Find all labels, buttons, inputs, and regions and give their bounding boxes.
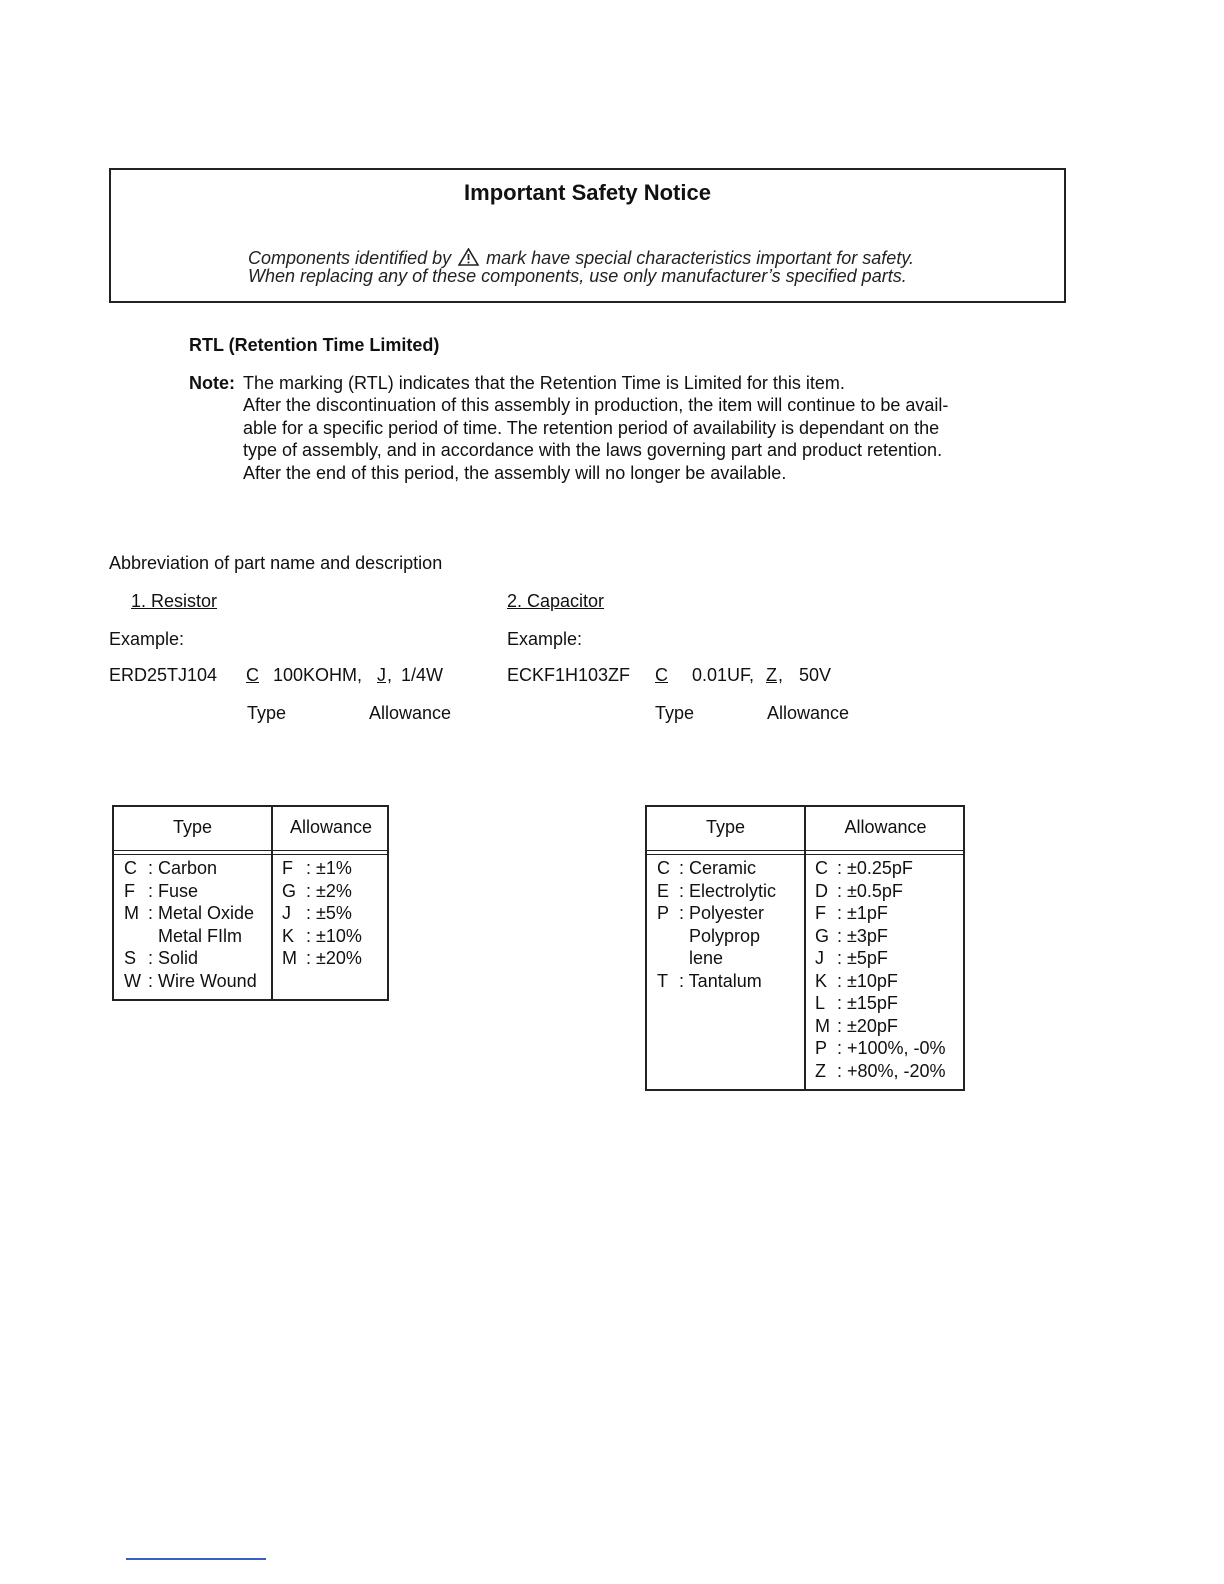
allowance-desc: : ±0.5pF	[837, 880, 903, 901]
allowance-desc: : ±3pF	[837, 925, 888, 946]
capacitor-example-label: Example:	[507, 629, 583, 649]
list-item	[815, 925, 946, 948]
notice-title: Important Safety Notice	[464, 180, 711, 205]
notice-line-2: When replacing any of these components, use only manufacturer’s specified parts.	[248, 266, 907, 286]
table-header-divider	[647, 854, 963, 855]
allowance-desc: : ±5%	[306, 903, 352, 923]
list-item	[282, 880, 362, 903]
list-item	[282, 947, 362, 970]
allowance-desc: : ±1%	[306, 858, 352, 878]
allowance-desc: : ±1pF	[837, 903, 888, 923]
capacitor-table-header-allowance: Allowance	[844, 817, 927, 837]
type-code: S	[124, 948, 137, 968]
capacitor-allowance-list	[815, 857, 946, 1082]
resistor-allowance-code: J	[377, 665, 386, 685]
allowance-desc: : +100%, -0%	[837, 1038, 946, 1058]
capacitor-type-code: C	[655, 665, 668, 685]
allowance-code: K	[282, 925, 295, 946]
allowance-code: L	[815, 993, 826, 1013]
allowance-code: K	[815, 970, 828, 991]
notice-line-1-pre: Components identified by	[248, 248, 452, 268]
list-item	[124, 902, 257, 925]
list-item	[657, 880, 776, 903]
capacitor-separator: ,	[778, 665, 784, 685]
resistor-value: 100KOHM,	[273, 665, 363, 685]
safety-notice-box	[109, 168, 1066, 303]
list-item	[657, 970, 776, 993]
list-item	[657, 902, 776, 925]
allowance-code: M	[282, 948, 297, 968]
allowance-code: F	[282, 858, 293, 878]
allowance-desc: : ±0.25pF	[837, 858, 913, 878]
capacitor-table-header-type: Type	[705, 817, 746, 837]
allowance-code: D	[815, 880, 828, 901]
resistor-table-header-allowance: Allowance	[289, 817, 373, 837]
type-desc: : Metal Oxide	[148, 903, 255, 923]
allowance-desc: : ±2%	[306, 880, 352, 901]
resistor-code-table	[112, 805, 389, 1001]
table-header-divider	[114, 850, 387, 851]
list-item	[657, 925, 776, 948]
type-desc: : Electrolytic	[679, 880, 777, 901]
note-line: able for a specific period of time. The retention period of availability is dependant on the	[243, 418, 940, 438]
note-line: After the end of this period, the assembly will no longer be available.	[243, 463, 787, 483]
allowance-code: M	[815, 1015, 830, 1036]
capacitor-type-list	[657, 857, 776, 992]
allowance-code: G	[282, 880, 297, 901]
table-header-divider	[114, 854, 387, 855]
list-item	[124, 880, 257, 903]
capacitor-allowance-label: Allowance	[767, 703, 850, 723]
note-label: Note:	[189, 373, 235, 393]
list-item	[124, 925, 257, 948]
type-desc: : Fuse	[148, 880, 199, 901]
capacitor-rating: 50V	[799, 665, 832, 685]
allowance-desc: : ±5pF	[837, 948, 888, 968]
type-desc: Polyprop	[689, 925, 761, 946]
resistor-allowance-label: Allowance	[369, 703, 452, 723]
list-item	[657, 857, 776, 880]
capacitor-part-number: ECKF1H103ZF	[507, 665, 631, 685]
type-desc: : Wire Wound	[148, 970, 257, 991]
type-code: M	[124, 903, 139, 923]
list-item	[124, 947, 257, 970]
list-item	[815, 1015, 946, 1038]
resistor-type-label: Type	[247, 703, 287, 723]
type-desc: lene	[689, 948, 724, 968]
note-line: type of assembly, and in accordance with the laws governing part and product retention.	[243, 440, 943, 460]
allowance-desc: : +80%, -20%	[837, 1060, 946, 1081]
list-item	[282, 902, 362, 925]
capacitor-code-table	[645, 805, 965, 1091]
list-item	[815, 1037, 946, 1060]
type-code: W	[124, 970, 141, 991]
resistor-type-code: C	[246, 665, 259, 685]
resistor-separator: ,	[387, 665, 393, 685]
type-code: E	[657, 880, 670, 901]
list-item	[124, 970, 257, 993]
resistor-allowance-list	[282, 857, 362, 970]
allowance-desc: : ±15pF	[837, 993, 898, 1013]
resistor-table-header-type: Type	[172, 817, 213, 837]
type-desc: : Solid	[148, 948, 199, 968]
list-item	[815, 970, 946, 993]
list-item	[815, 1060, 946, 1083]
list-item	[282, 857, 362, 880]
allowance-desc: : ±10%	[306, 925, 362, 946]
type-desc: Metal FIlm	[158, 925, 243, 946]
allowance-code: F	[815, 903, 826, 923]
allowance-desc: : ±10pF	[837, 970, 898, 991]
note-line: The marking (RTL) indicates that the Retention Time is Limited for this item.	[243, 373, 845, 393]
type-desc: : Carbon	[148, 858, 218, 878]
type-desc: : Polyester	[679, 903, 765, 923]
table-header-divider	[647, 850, 963, 851]
list-item	[815, 947, 946, 970]
allowance-code: J	[815, 948, 824, 968]
abbreviation-heading: Abbreviation of part name and description	[109, 553, 443, 573]
capacitor-allowance-code: Z	[766, 665, 777, 685]
list-item	[124, 857, 257, 880]
footer-link-underline[interactable]	[126, 1558, 266, 1560]
type-code: P	[657, 903, 670, 923]
allowance-desc: : ±20%	[306, 948, 362, 968]
list-item	[815, 992, 946, 1015]
capacitor-value: 0.01UF,	[692, 665, 755, 685]
allowance-code: G	[815, 925, 830, 946]
type-code: F	[124, 880, 135, 901]
warning-triangle-icon	[458, 248, 479, 266]
type-desc: : Ceramic	[679, 858, 757, 878]
allowance-code: J	[282, 903, 291, 923]
allowance-code: Z	[815, 1060, 826, 1081]
allowance-code: C	[815, 858, 828, 878]
capacitor-section-title: 2. Capacitor	[507, 591, 605, 611]
list-item	[815, 880, 946, 903]
notice-line-1-post: mark have special characteristics important for safety.	[486, 248, 914, 268]
list-item	[282, 925, 362, 948]
type-code: C	[657, 858, 670, 878]
note-line: After the discontinuation of this assembly in production, the item will continue to be avail-	[243, 395, 949, 415]
type-code: C	[124, 858, 137, 878]
resistor-example-label: Example:	[109, 629, 185, 649]
type-code: T	[657, 970, 668, 991]
list-item	[815, 857, 946, 880]
capacitor-type-label: Type	[655, 703, 695, 723]
list-item	[815, 902, 946, 925]
resistor-rating: 1/4W	[401, 665, 444, 685]
resistor-part-number: ERD25TJ104	[109, 665, 218, 685]
rtl-heading: RTL (Retention Time Limited)	[189, 335, 440, 355]
allowance-desc: : ±20pF	[837, 1015, 898, 1036]
allowance-code: P	[815, 1038, 828, 1058]
list-item	[657, 947, 776, 970]
resistor-type-list	[124, 857, 257, 992]
type-desc: : Tantalum	[679, 970, 762, 991]
resistor-section-title: 1. Resistor	[131, 591, 218, 611]
